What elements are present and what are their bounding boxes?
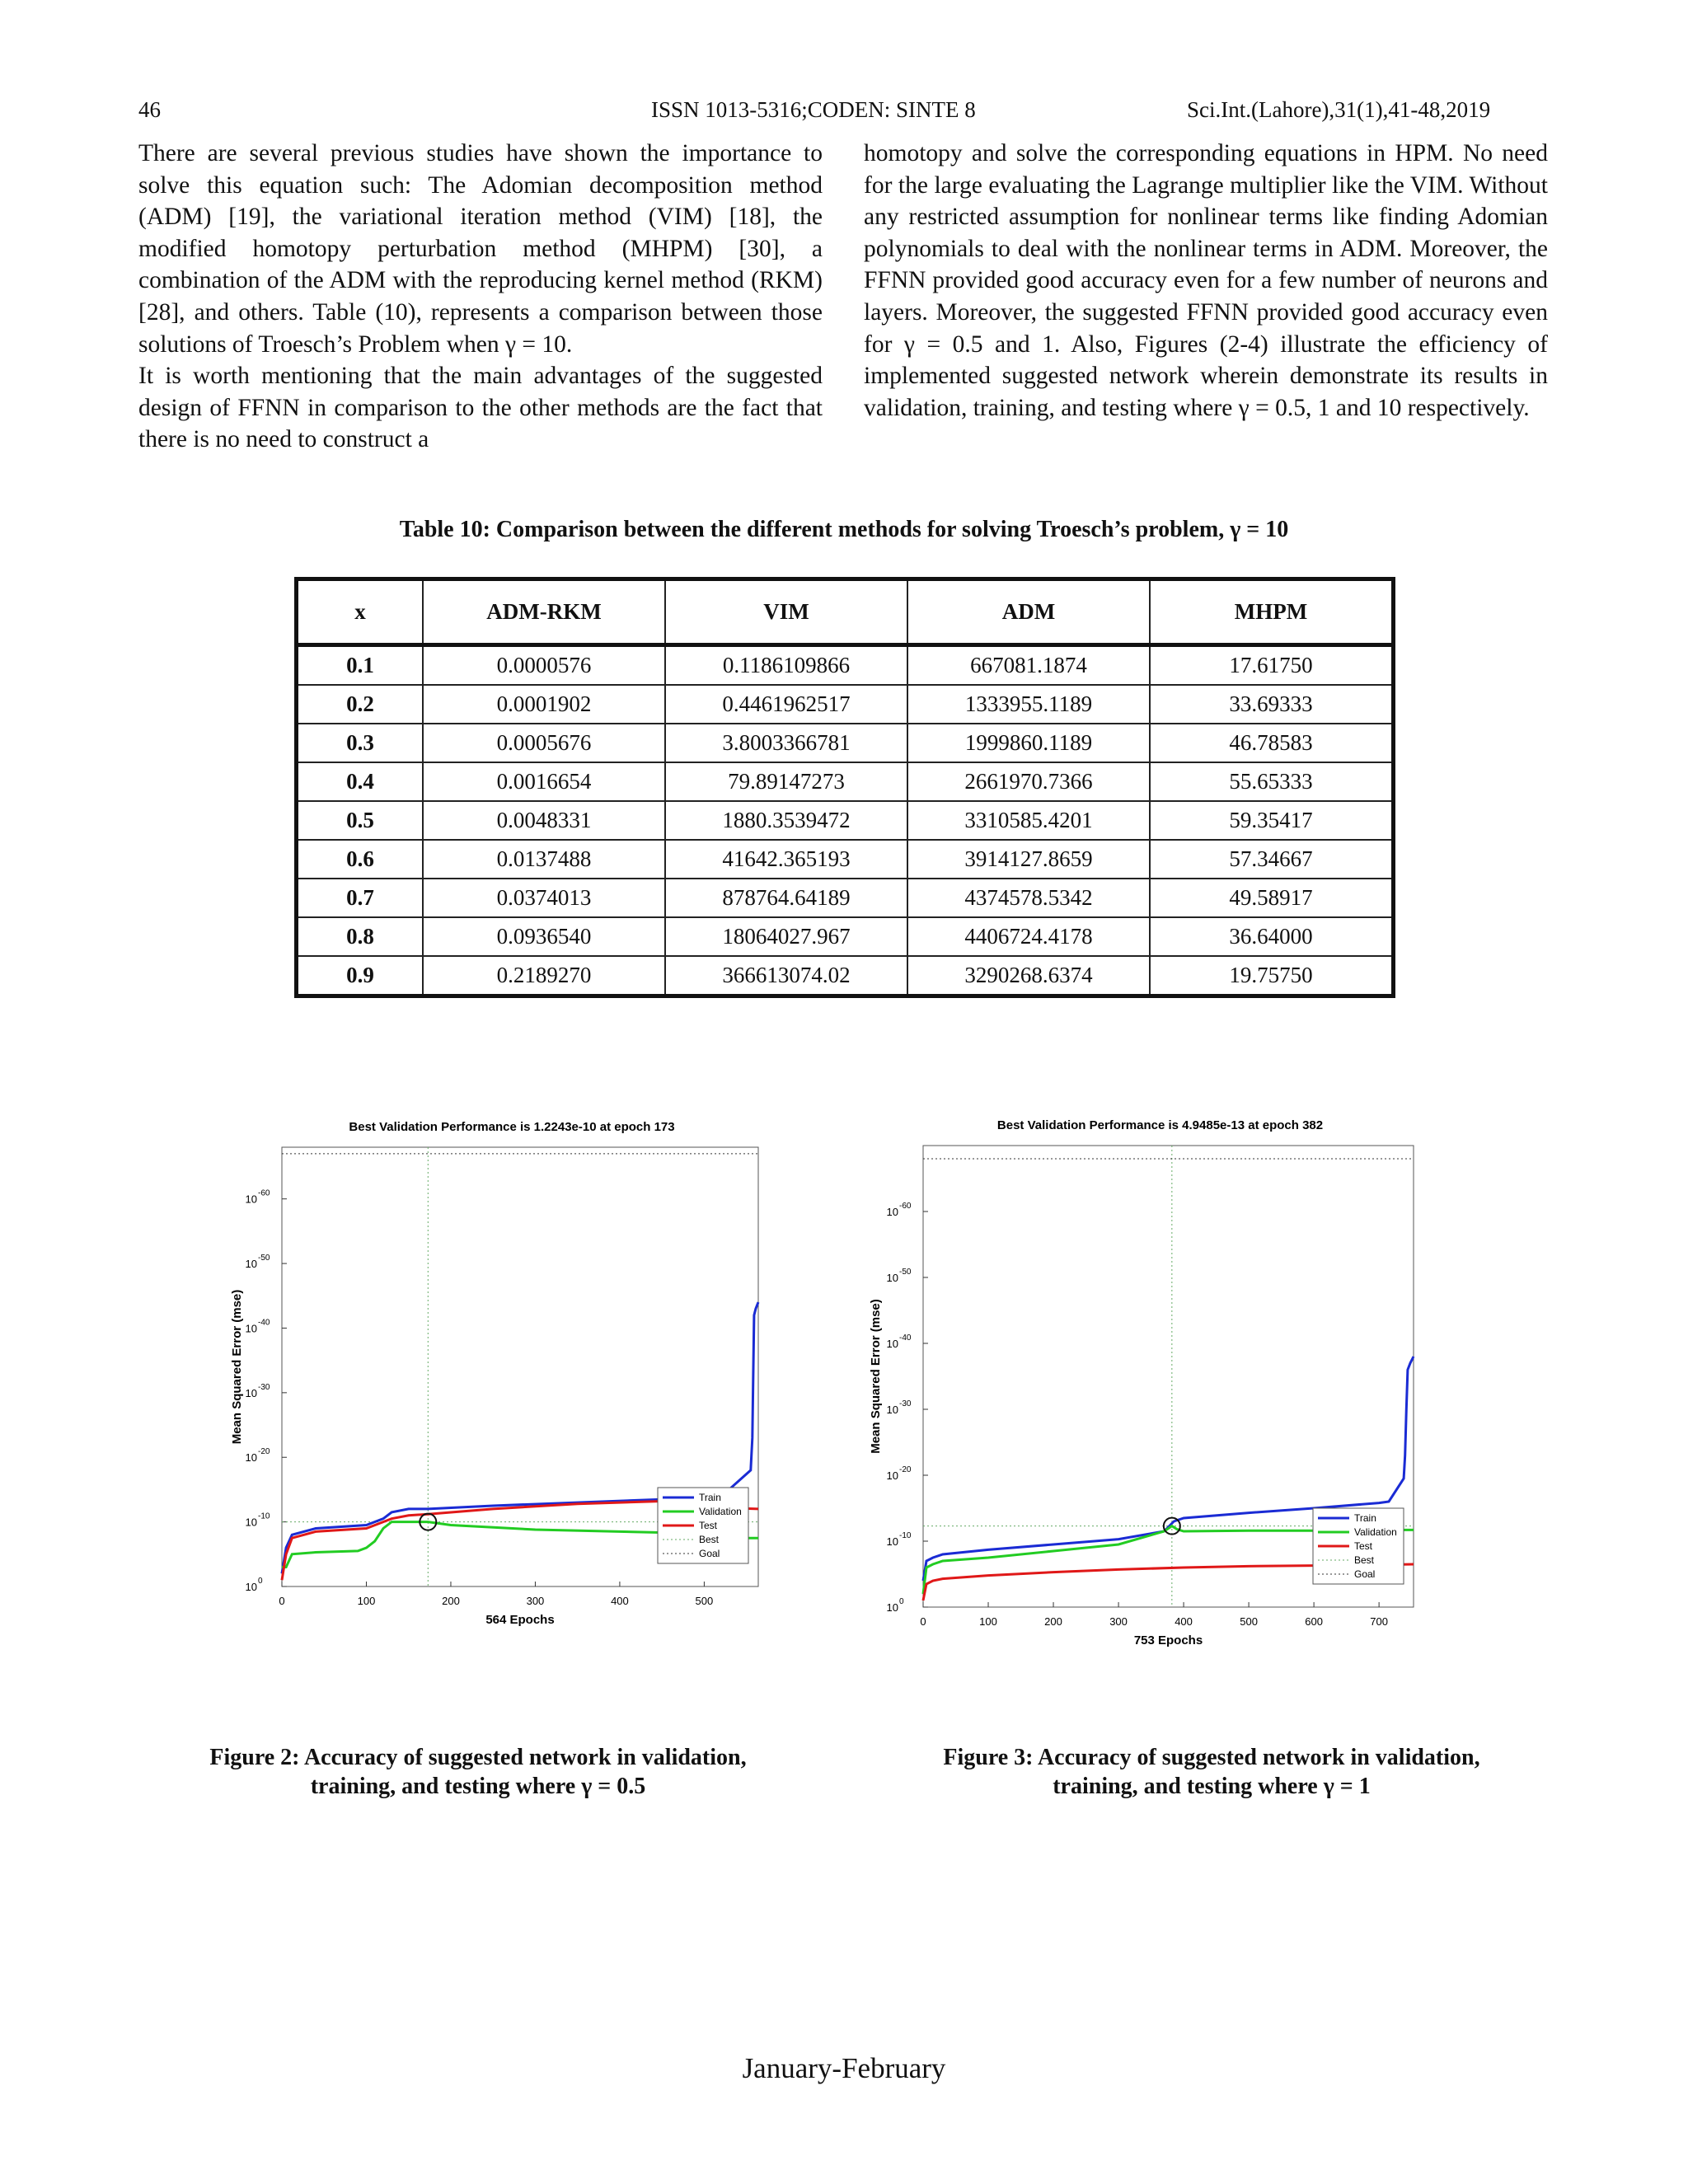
y-tick-label: 10 [886,1404,898,1416]
table-cell: 46.78583 [1150,724,1394,762]
legend-entry: Goal [1354,1568,1376,1580]
x-value-cell: 0.5 [297,801,424,840]
table-cell: 0.0137488 [423,840,665,879]
y-tick-exponent: -40 [258,1318,270,1328]
y-tick-label: 10 [245,1193,257,1206]
legend-entry: Train [699,1492,721,1503]
legend-entry: Validation [699,1506,742,1517]
x-tick-label: 700 [1370,1615,1388,1628]
table-cell: 1999860.1189 [907,724,1150,762]
table-cell: 19.75750 [1150,956,1394,996]
table-cell: 59.35417 [1150,801,1394,840]
x-axis-label: 564 Epochs [485,1613,555,1627]
column-header: VIM [665,579,907,645]
table-cell: 41642.365193 [665,840,907,879]
x-tick-label: 500 [695,1595,714,1607]
y-tick-label: 10 [886,1469,898,1482]
table-row [297,917,1394,956]
table-row [297,801,1394,840]
table-cell: 0.0016654 [423,762,665,801]
page-number: 46 [138,97,161,122]
chart-title: Best Validation Performance is 4.9485e-13 at epoch 382 [996,1118,1324,1132]
table-cell: 0.0374013 [423,879,665,917]
right-paragraph-1: homotopy and solve the corresponding equations in HPM. No need for the large evaluating the Lagrange multiplier like the VIM. Without any restricted assumption for nonlinear terms like finding Adomian polynomials to deal with the nonlinear terms in ADM. Moreover, the FFNN provided good accuracy even for a few number of neurons and layers. Moreover, the suggested FFNN provided good accuracy even for γ = 0.5 and 1. Also, Figures (2-4) illustrate the efficiency of implemented suggested network wherein demonstrate its results in validation, training, and testing where γ = 0.5, 1 and 10 respectively. [864,140,1548,421]
y-tick-exponent: -50 [258,1254,270,1263]
table-cell: 0.0001902 [423,685,665,724]
table-cell: 0.0936540 [423,917,665,956]
legend-entry: Test [1354,1540,1373,1552]
table-cell: 878764.64189 [665,879,907,917]
y-tick-label: 10 [245,1386,257,1399]
figure-2-caption-line-2: training, and testing where γ = 0.5 [310,1774,646,1799]
y-tick-label: 10 [245,1581,257,1593]
x-tick-label: 400 [611,1595,629,1607]
table-cell: 2661970.7366 [907,762,1150,801]
x-value-cell: 0.2 [297,685,424,724]
x-value-cell: 0.9 [297,956,424,996]
x-tick-label: 200 [442,1595,460,1607]
table-cell: 0.0005676 [423,724,665,762]
table-cell: 79.89147273 [665,762,907,801]
table-cell: 0.2189270 [423,956,665,996]
y-tick-exponent: -20 [899,1465,912,1474]
figure-3-caption-line-2: training, and testing where γ = 1 [1053,1774,1371,1799]
y-tick-label: 10 [245,1451,257,1465]
table-cell: 3.8003366781 [665,724,907,762]
y-axis-label: Mean Squared Error (mse) [869,1299,883,1454]
column-header: ADM [907,579,1150,645]
table-cell: 1333955.1189 [907,685,1150,724]
x-value-cell: 0.8 [297,917,424,956]
figure-3-chart [861,1104,1430,1665]
x-value-cell: 0.6 [297,840,424,879]
y-tick-exponent: -50 [899,1268,912,1277]
x-tick-label: 0 [279,1595,285,1607]
y-tick-label: 10 [245,1516,257,1529]
table-cell: 0.0048331 [423,801,665,840]
column-header: MHPM [1150,579,1394,645]
figure-2-caption-line-1: Figure 2: Accuracy of suggested network in validation, [209,1745,747,1770]
table-cell: 3914127.8659 [907,840,1150,879]
x-tick-label: 100 [979,1615,997,1628]
page-footer: January-February [742,2052,946,2084]
table-row [297,956,1394,996]
y-tick-label: 10 [245,1258,257,1271]
figure-3-caption [874,1743,1550,1801]
legend-entry: Test [699,1520,718,1531]
y-tick-exponent: 0 [258,1577,263,1586]
legend-entry: Train [1354,1512,1376,1524]
y-axis-label: Mean Squared Error (mse) [230,1289,244,1445]
y-tick-exponent: -10 [258,1511,270,1521]
table-cell: 1880.3539472 [665,801,907,840]
y-tick-exponent: -10 [899,1531,912,1540]
legend-entry: Validation [1354,1526,1397,1538]
table-cell: 55.65333 [1150,762,1394,801]
left-column [138,138,823,456]
table-cell: 0.4461962517 [665,685,907,724]
table-cell: 36.64000 [1150,917,1394,956]
table-row [297,724,1394,762]
y-tick-label: 10 [886,1535,898,1548]
y-tick-exponent: 0 [899,1597,904,1606]
table-cell: 57.34667 [1150,840,1394,879]
x-tick-label: 500 [1240,1615,1258,1628]
left-paragraph-2: It is worth mentioning that the main advantages of the suggested design of FFNN in comparison to the other methods are the fact that there is no need to construct a [138,363,823,453]
comparison-table [294,577,1395,998]
table-cell: 18064027.967 [665,917,907,956]
legend-entry: Best [1354,1554,1375,1566]
figure-3 [861,1104,1430,1665]
table-cell: 667081.1874 [907,645,1150,686]
legend-entry: Goal [699,1548,720,1559]
journal-citation: Sci.Int.(Lahore),31(1),41-48,2019 [1187,97,1491,122]
table-cell: 366613074.02 [665,956,907,996]
y-tick-label: 10 [886,1601,898,1614]
y-tick-exponent: -30 [258,1382,270,1392]
table-row [297,762,1394,801]
column-header: x [297,579,424,645]
y-tick-label: 10 [886,1272,898,1284]
x-tick-label: 200 [1044,1615,1062,1628]
x-value-cell: 0.3 [297,724,424,762]
column-header: ADM-RKM [423,579,665,645]
right-column [864,138,1548,424]
table-cell: 49.58917 [1150,879,1394,917]
table-cell: 3310585.4201 [907,801,1150,840]
journal-issn: ISSN 1013-5316;CODEN: SINTE 8 [651,97,976,122]
left-paragraph-1: There are several previous studies have shown the importance to solve this equation such: The Adomian decomposition method (ADM) [19], the variational iteration method (VIM) [18], the modified homotopy perturbation method (MHPM) [30], a combination of the ADM with the reproducing kernel method (RKM) [28], and others. Table (10), represents a comparison between those solutions of Troesch’s Problem when γ = 10. [138,140,823,358]
table-row [297,879,1394,917]
x-tick-label: 300 [1109,1615,1128,1628]
y-tick-exponent: -60 [258,1188,270,1198]
y-tick-exponent: -30 [899,1399,912,1408]
table-row [297,840,1394,879]
table-header-row [297,579,1394,645]
figure-2-caption [140,1743,816,1801]
chart-title: Best Validation Performance is 1.2243e-10 at epoch 173 [349,1120,675,1134]
y-tick-exponent: -20 [258,1447,270,1457]
x-value-cell: 0.7 [297,879,424,917]
table-cell: 4406724.4178 [907,917,1150,956]
y-tick-exponent: -40 [899,1333,912,1343]
x-value-cell: 0.1 [297,645,424,686]
x-tick-label: 100 [357,1595,376,1607]
table-row [297,685,1394,724]
table-cell: 3290268.6374 [907,956,1150,996]
x-tick-label: 400 [1175,1615,1193,1628]
x-tick-label: 600 [1305,1615,1323,1628]
y-tick-label: 10 [886,1206,898,1218]
y-tick-exponent: -60 [899,1202,912,1211]
y-tick-label: 10 [886,1338,898,1350]
table-row [297,645,1394,686]
figure-2-chart [223,1104,767,1640]
table-cell: 17.61750 [1150,645,1394,686]
x-axis-label: 753 Epochs [1133,1633,1203,1647]
x-value-cell: 0.4 [297,762,424,801]
legend-entry: Best [699,1534,720,1545]
table-cell: 0.1186109866 [665,645,907,686]
figure-3-caption-line-1: Figure 3: Accuracy of suggested network in validation, [943,1745,1480,1770]
table-cell: 4374578.5342 [907,879,1150,917]
table-cell: 33.69333 [1150,685,1394,724]
x-tick-label: 300 [526,1595,545,1607]
y-tick-label: 10 [245,1322,257,1335]
table-caption: Table 10: Comparison between the different methods for solving Troesch’s problem, γ = 10 [399,517,1289,542]
table-cell: 0.0000576 [423,645,665,686]
x-tick-label: 0 [920,1615,926,1628]
figure-2 [223,1104,767,1640]
